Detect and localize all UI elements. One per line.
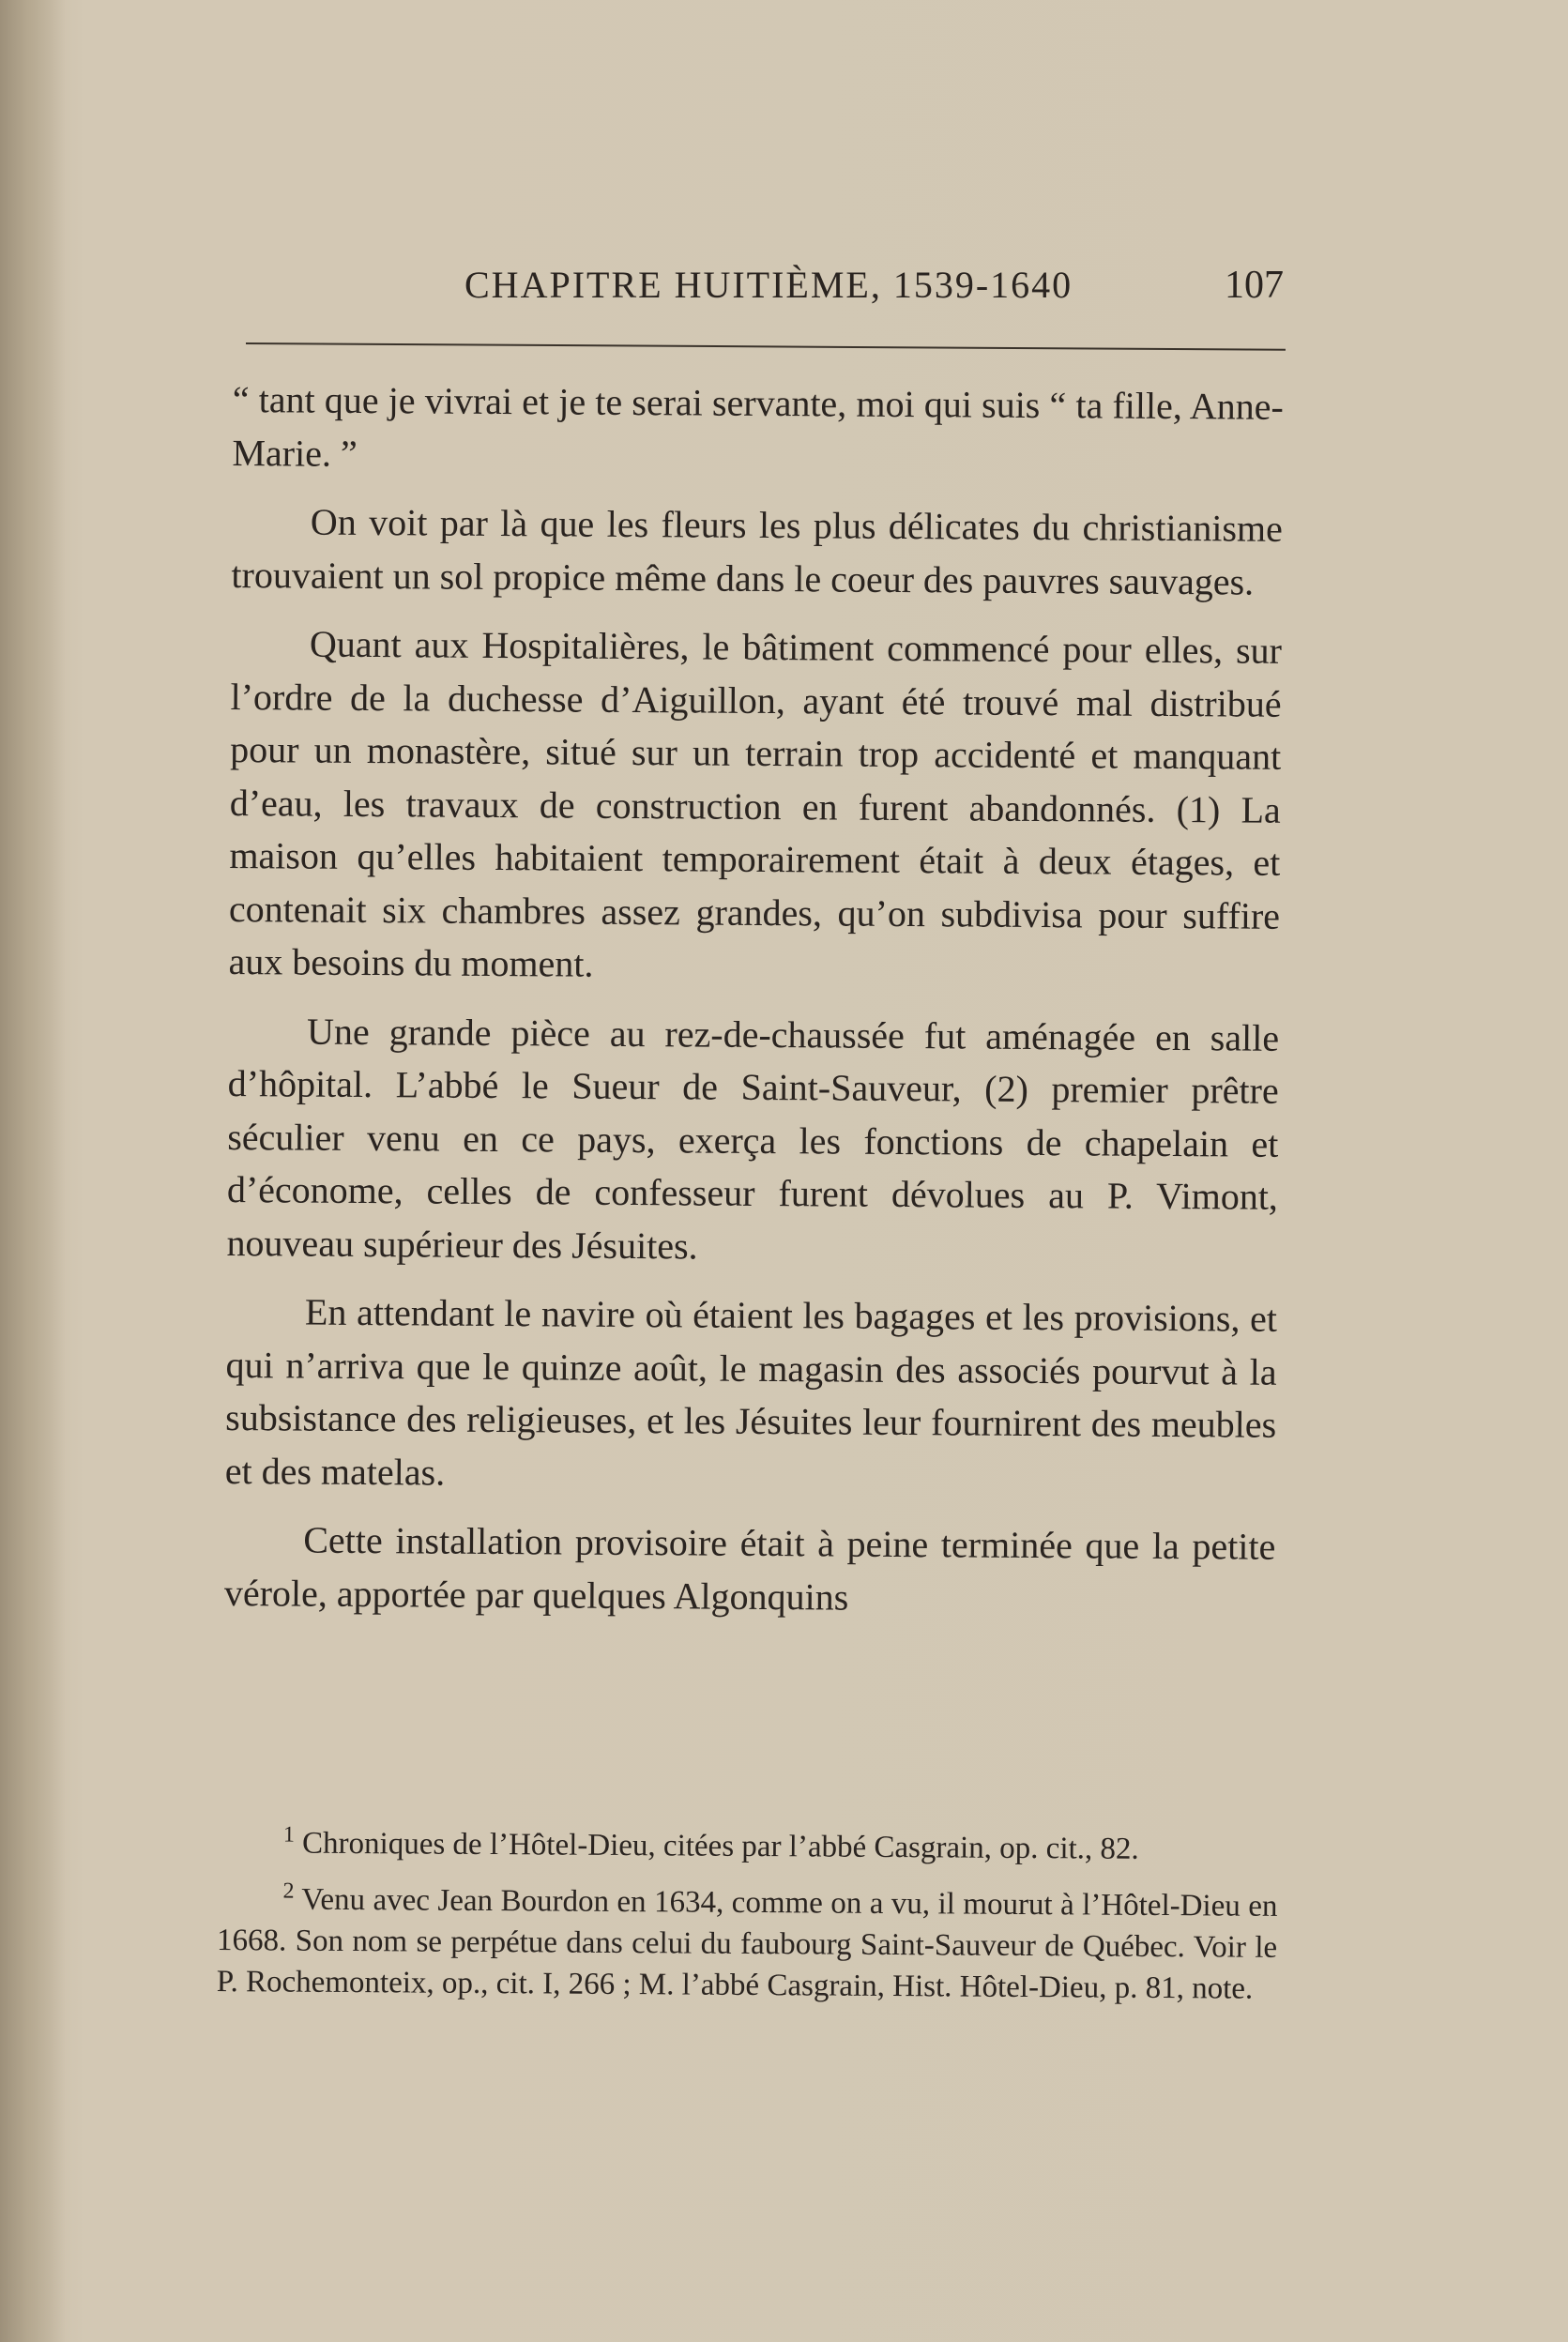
paragraph: On voit par là que les fleurs les plus délicates du christianisme trouvaient un sol propice même dans le coeur des pauvres sauvages. [231, 500, 1284, 603]
body-text [224, 373, 1284, 1643]
paragraph: Cette installation provisoire était à peine terminée que la petite vérole, apportée par quelques Algonquins [223, 1518, 1276, 1619]
footnote-text: Chroniques de l’Hôtel-Dieu, citées par l’abbé Casgrain, op. cit., 82. [301, 1826, 1139, 1866]
paragraph-quote: “ tant que je vivrai et je te serai servante, moi qui suis “ ta fille, Anne-Marie. ” [232, 377, 1284, 475]
footnote-2 [217, 1878, 1278, 2010]
running-head: CHAPITRE HUITIÈME, 1539-1640 [464, 264, 1073, 306]
paragraph: En attendant le navire où étaient les bagages et les provisions, et qui n’arriva que le quinze août, le magasin des associés pourvut à la subsistance des religieuses, et les Jésuites leur fournirent des meubles et des matelas. [224, 1290, 1278, 1494]
paragraph: Quant aux Hospitalières, le bâtiment commencé pour elles, sur l’ordre de la duchesse d’Aiguillon, ayant été trouvé mal distribué pour un monastère, situé sur un terrain trop accidenté et manquant d’eau, les travaux de construction en furent abandonnés. (1) La maison qu’elles habitaient temporairement était à deux étages, et contenait six chambres assez grandes, qu’on subdivisa pour suffire aux besoins du moment. [228, 622, 1283, 985]
page-number: 107 [1225, 264, 1284, 307]
footnote-text: Venu avec Jean Bourdon en 1634, comme on a vu, il mourut à l’Hôtel-Dieu en 1668. Son nom se perpétue dans celui du faubourg Saint-Sauveur de Québec. Voir le P. Rochemonteix, op., cit. I, 266 ; M. l’abbé Casgrain, Hist. Hôtel-Dieu, p. 81, note. [216, 1882, 1278, 2006]
footnote-mark: 1 [282, 1822, 295, 1848]
footnotes [217, 1822, 1278, 2025]
page-gutter [0, 0, 66, 2342]
footnote-mark: 2 [282, 1878, 295, 1904]
paragraph: Une grande pièce au rez-de-chaussée fut aménagée en salle d’hôpital. L’abbé le Sueur de Saint-Sauveur, (2) premier prêtre séculier venu en ce pays, exerça les fonctions de chapelain et d’économe, celles de confesseur furent dévolues au P. Vimont, nouveau supérieur des Jésuites. [226, 1010, 1280, 1267]
page-header [450, 255, 1295, 312]
header-rule [246, 342, 1286, 351]
footnote-1 [218, 1822, 1278, 1871]
